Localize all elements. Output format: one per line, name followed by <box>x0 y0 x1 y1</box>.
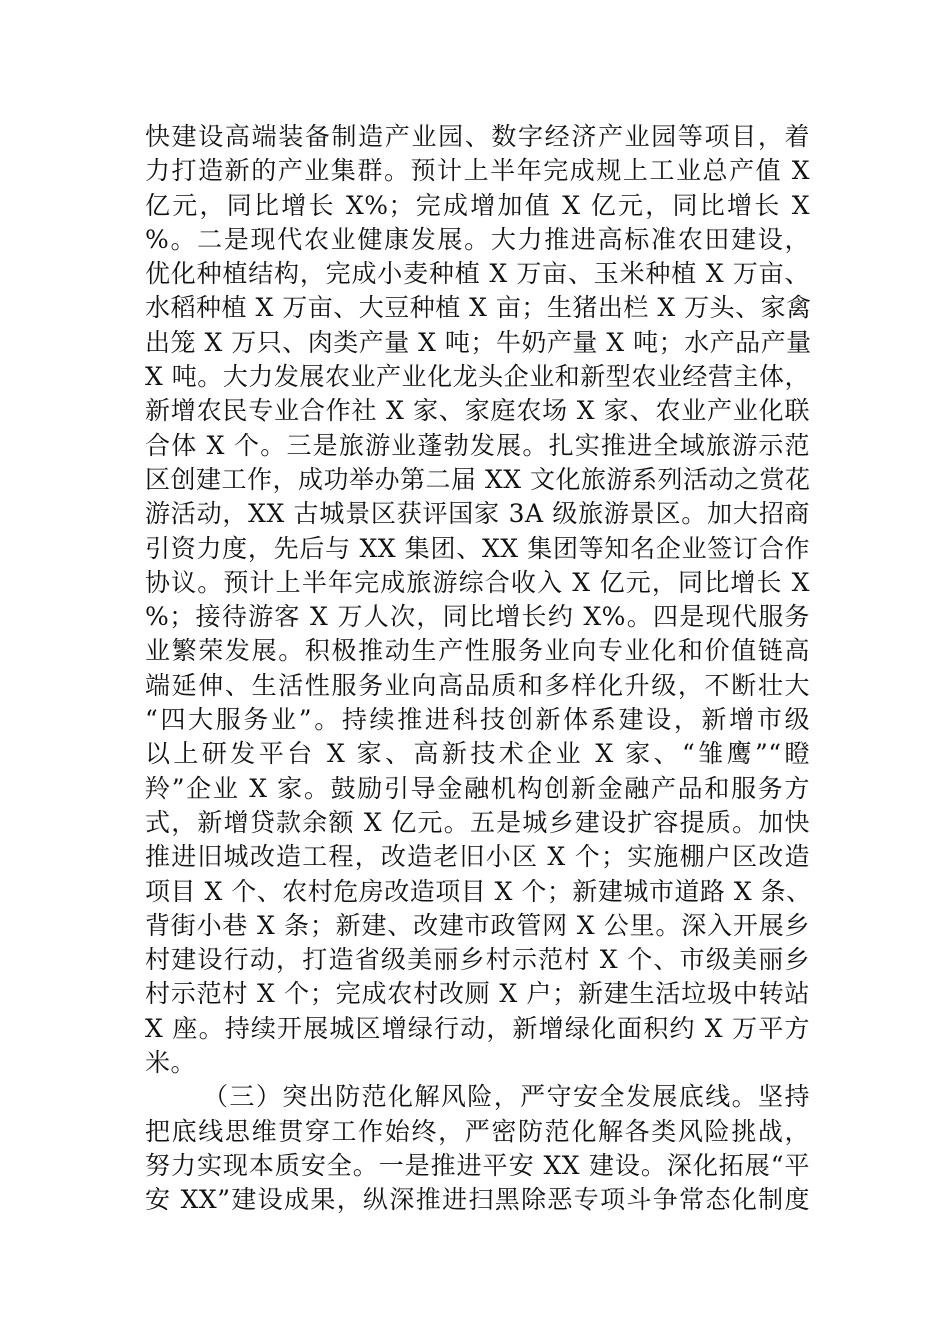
text-line: 以上研发平台 X 家、高新技术企业 X 家、“雏鹰”“瞪 <box>145 739 810 769</box>
text-line: 式，新增贷款余额 X 亿元。五是城乡建设扩容提质。加快 <box>145 807 810 837</box>
text-line: 业繁荣发展。积极推动生产性服务业向专业化和价值链高 <box>145 636 810 666</box>
text-line: 引资力度，先后与 XX 集团、XX 集团等知名企业签订合作 <box>145 533 810 563</box>
text-line: 项目 X 个、农村危房改造项目 X 个；新建城市道路 X 条、 <box>145 876 812 906</box>
body-text <box>145 120 810 1218</box>
text-line: 游活动，XX 古城景区获评国家 3A 级旅游景区。加大招商 <box>145 499 810 529</box>
text-line: 村建设行动，打造省级美丽乡村示范村 X 个、市级美丽乡 <box>145 945 810 975</box>
section-heading-line: （三）突出防范化解风险，严守安全发展底线。坚持 <box>203 1082 810 1112</box>
text-line: 协议。预计上半年完成旅游综合收入 X 亿元，同比增长 X <box>145 567 810 597</box>
text-line: 快建设高端装备制造产业园、数字经济产业园等项目，着 <box>145 122 810 151</box>
text-line: %。二是现代农业健康发展。大力推进高标准农田建设， <box>145 224 810 254</box>
text-line: 端延伸、生活性服务业向高品质和多样化升级，不断壮大 <box>145 670 810 700</box>
text-line: 水稻种植 X 万亩、大豆种植 X 亩；生猪出栏 X 万头、家禽 <box>145 293 812 323</box>
text-line: “四大服务业”。持续推进科技创新体系建设，新增市级 <box>145 705 810 735</box>
text-line: 优化种植结构，完成小麦种植 X 万亩、玉米种植 X 万亩、 <box>145 259 810 289</box>
text-line: 安 XX”建设成果，纵深推进扫黑除恶专项斗争常态化制度 <box>145 1185 810 1215</box>
text-line: 羚”企业 X 家。鼓励引导金融机构创新金融产品和服务方 <box>145 773 810 803</box>
paragraph-end-line: 米。 <box>145 1048 197 1078</box>
text-line: 村示范村 X 个；完成农村改厕 X 户；新建生活垃圾中转站 <box>145 979 810 1009</box>
text-line: X 座。持续开展城区增绿行动，新增绿化面积约 X 万平方 <box>145 1013 810 1043</box>
text-line: 推进旧城改造工程，改造老旧小区 X 个；实施棚户区改造 <box>145 842 810 872</box>
text-line: X 吨。大力发展农业产业化龙头企业和新型农业经营主体， <box>145 362 810 392</box>
text-line: 把底线思维贯穿工作始终，严密防范化解各类风险挑战， <box>145 1116 810 1146</box>
text-line: 出笼 X 万只、肉类产量 X 吨；牛奶产量 X 吨；水产品产量 <box>145 327 812 357</box>
text-line: 力打造新的产业集群。预计上半年完成规上工业总产值 X <box>145 156 810 186</box>
text-line: 新增农民专业合作社 X 家、家庭农场 X 家、农业产业化联 <box>145 396 810 426</box>
text-line: 区创建工作，成功举办第二届 XX 文化旅游系列活动之赏花 <box>145 464 811 494</box>
text-line: 合体 X 个。三是旅游业蓬勃发展。扎实推进全域旅游示范 <box>145 430 810 460</box>
text-line: 努力实现本质安全。一是推进平安 XX 建设。深化拓展“平 <box>145 1150 810 1180</box>
text-line: 背街小巷 X 条；新建、改建市政管网 X 公里。深入开展乡 <box>145 910 810 940</box>
text-line: %；接待游客 X 万人次，同比增长约 X%。四是现代服务 <box>145 602 810 632</box>
text-line: 亿元，同比增长 X%；完成增加值 X 亿元，同比增长 X <box>145 190 810 220</box>
